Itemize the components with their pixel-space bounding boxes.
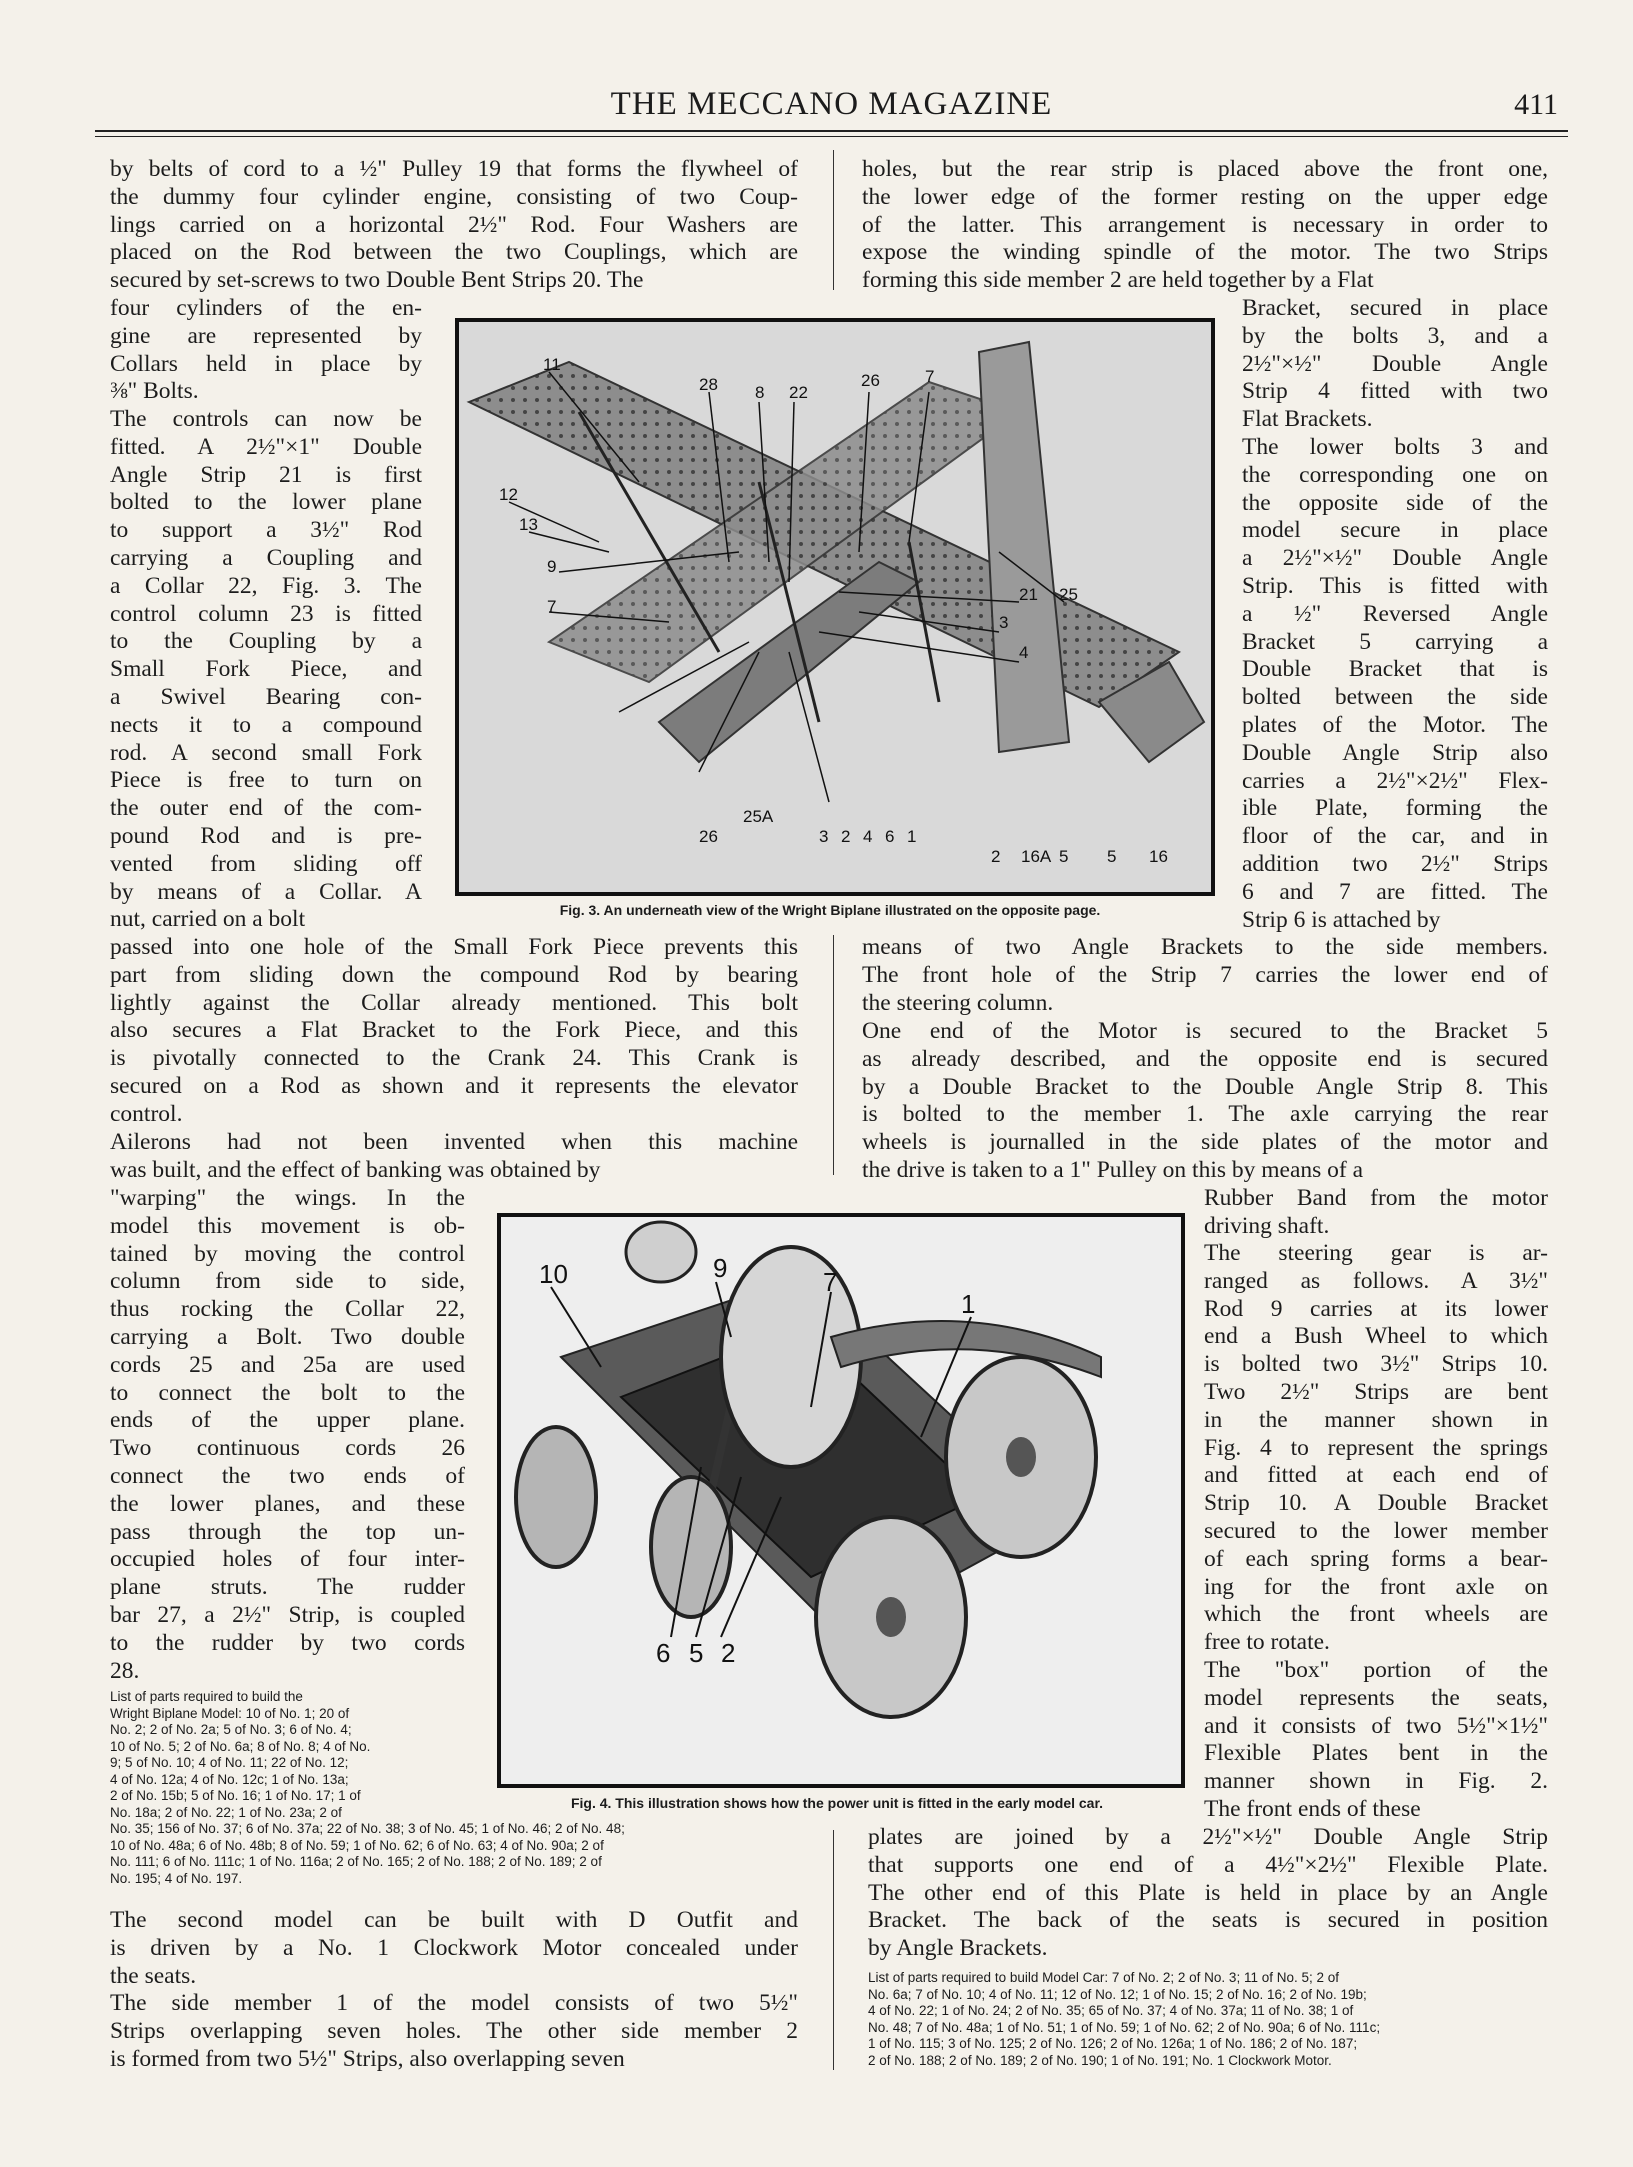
figure-3-callout-label: 26 — [861, 371, 880, 390]
text-line: nects it to a compound — [110, 711, 422, 738]
right-para-2-narrow — [1242, 434, 1548, 934]
text-line: the steering column. — [862, 989, 1054, 1016]
text-line: to connect the bolt to the — [110, 1379, 465, 1406]
text-line: connect the two ends of — [110, 1462, 465, 1489]
text-line: lightly against the Collar already mentioned. This bolt — [110, 989, 798, 1016]
text-line: Bracket. The back of the seats is secured in position — [868, 1907, 1548, 1934]
figure-3-callout-label: 7 — [925, 367, 935, 386]
header-rule-thin — [95, 136, 1568, 137]
text-line: end a Bush Wheel to which — [1204, 1323, 1548, 1350]
text-line: The front ends of these — [1204, 1795, 1421, 1822]
text-line: 28. — [110, 1657, 140, 1684]
text-line: 4 of No. 12a; 4 of No. 12c; 1 of No. 13a; — [110, 1771, 349, 1787]
text-line: the lower edge of the former resting on the upper edge — [862, 183, 1548, 210]
column-divider — [833, 1830, 834, 2070]
text-line: a Collar 22, Fig. 3. The — [110, 572, 422, 599]
text-line: The second model can be built with D Outfit and — [110, 1907, 798, 1933]
figure-4-caption: Fig. 4. This illustration shows how the power unit is fitted in the early model car. — [570, 1795, 1104, 1811]
text-line: No. 6a; 7 of No. 10; 4 of No. 11; 12 of No. 12; 1 of No. 15; 2 of No. 16; 2 of No. 19b; — [868, 1986, 1367, 2002]
left-para-3-narrow — [110, 1185, 465, 1685]
text-line: No. 48; 7 of No. 48a; 1 of No. 51; 1 of No. 59; 1 of No. 62; 2 of No. 90a; 6 of No. 111c; — [868, 2019, 1381, 2035]
text-line: a Swivel Bearing con- — [110, 683, 422, 710]
text-line: Flat Brackets. — [1242, 406, 1373, 433]
text-line: nut, carried on a bolt — [110, 906, 306, 933]
right-para-1 — [862, 156, 1548, 295]
text-line: Strips overlapping seven holes. The other side member 2 — [110, 2017, 798, 2044]
text-line: Rod 9 carries at its lower — [1204, 1295, 1548, 1322]
text-line: List of parts required to build the — [110, 1689, 303, 1704]
figure-4-callout-label: 9 — [713, 1253, 728, 1283]
text-line: and it consists of two 5½"×1½" — [1204, 1712, 1548, 1739]
text-line: List of parts required to build Model Car: 7 of No. 2; 2 of No. 3; 11 of No. 5; 2 of — [868, 1970, 1340, 1985]
figure-3-callout-label: 13 — [519, 515, 538, 534]
text-line: occupied holes of four inter- — [110, 1546, 465, 1573]
text-line: of each spring forms a bear- — [1204, 1545, 1548, 1572]
page-header — [95, 80, 1568, 130]
figure-3-callout-label: 5 — [1059, 847, 1069, 866]
text-line: the opposite side of the — [1242, 489, 1548, 516]
figure-3-callout-label: 2 — [841, 827, 851, 846]
text-line: ends of the upper plane. — [110, 1407, 465, 1434]
text-line: The side member 1 of the model consists of two 5½" — [110, 1990, 798, 2016]
text-line: secured by set-screws to two Double Bent Strips 20. The — [110, 267, 644, 294]
figure-3-callout-label: 21 — [1019, 585, 1038, 604]
text-line: which the front wheels are — [1204, 1601, 1548, 1628]
parts-list-biplane — [110, 1689, 465, 1821]
figure-3-caption: Fig. 3. An underneath view of the Wright Biplane illustrated on the opposite page. — [559, 902, 1101, 918]
text-line: placed on the Rod between the two Couplings, which are — [110, 239, 798, 266]
text-line: manner shown in Fig. 2. — [1204, 1768, 1548, 1795]
magazine-title: THE MECCANO MAGAZINE — [610, 86, 1053, 122]
text-line: a ½" Reversed Angle — [1242, 600, 1548, 627]
text-line: carries a 2½"×2½" Flex- — [1242, 767, 1548, 794]
text-line: rod. A second small Fork — [110, 739, 422, 766]
right-para-5-wide — [868, 1824, 1548, 1963]
text-line: the seats. — [110, 1962, 197, 1989]
text-line: forming this side member 2 are held together by a Flat — [862, 267, 1374, 294]
figure-3-callout-label: 25A — [743, 807, 774, 826]
text-line: part from sliding down the compound Rod by bearing — [110, 961, 798, 988]
text-line: model this movement is ob- — [110, 1212, 465, 1239]
page-number: 411 — [1514, 88, 1558, 121]
figure-4-callout-label: 2 — [721, 1638, 736, 1668]
column-divider — [833, 150, 834, 290]
figure-4-callout-label: 7 — [823, 1267, 838, 1297]
text-line: driving shaft. — [1204, 1212, 1330, 1239]
text-line: "warping" the wings. In the — [110, 1185, 465, 1211]
left-para-4 — [110, 1907, 798, 1990]
text-line: bolted to the lower plane — [110, 489, 422, 516]
text-line: was built, and the effect of banking was obtained by — [110, 1156, 601, 1183]
text-line: Small Fork Piece, and — [110, 656, 422, 683]
text-line: model represents the seats, — [1204, 1684, 1548, 1711]
text-line: 2 of No. 188; 2 of No. 189; 2 of No. 190; 1 of No. 191; No. 1 Clockwork Motor. — [868, 2052, 1332, 2068]
figure-3-callout-label: 28 — [699, 375, 718, 394]
text-line: cords 25 and 25a are used — [110, 1351, 465, 1378]
figure-3-callout-label: 3 — [999, 613, 1009, 632]
text-line: The other end of this Plate is held in place by an Angle — [868, 1879, 1548, 1906]
text-line: secured on a Rod as shown and it represents the elevator — [110, 1072, 798, 1099]
right-para-2-wide — [862, 934, 1548, 1017]
text-line: wheels is journalled in the side plates of the motor and — [862, 1129, 1548, 1156]
text-line: is bolted to the member 1. The axle carrying the rear — [862, 1101, 1548, 1128]
text-line: Two continuous cords 26 — [110, 1435, 465, 1462]
figure-3-callout-label: 3 — [819, 827, 829, 846]
text-line: also secures a Flat Bracket to the Fork Piece, and this — [110, 1017, 798, 1044]
text-line: carrying a Coupling and — [110, 544, 422, 571]
text-line: model secure in place — [1242, 517, 1548, 544]
text-line: the lower planes, and these — [110, 1490, 465, 1517]
text-line: 6 and 7 are fitted. The — [1242, 878, 1548, 905]
text-line: by the bolts 3, and a — [1242, 322, 1548, 349]
figure-3-callout-label: 7 — [547, 597, 557, 616]
text-line: Angle Strip 21 is first — [110, 461, 422, 488]
text-line: 2½"×½" Double Angle — [1242, 350, 1548, 377]
figure-4-callout-label: 5 — [689, 1638, 704, 1668]
text-line: to support a 3½" Rod — [110, 517, 422, 544]
left-para-2 — [110, 406, 422, 934]
text-line: 1 of No. 115; 3 of No. 125; 2 of No. 126; 2 of No. 126a; 1 of No. 186; 2 of No. 187; — [868, 2036, 1358, 2051]
text-line: the outer end of the com- — [110, 795, 422, 822]
text-line: passed into one hole of the Small Fork Piece prevents this — [110, 934, 798, 960]
text-line: lings carried on a horizontal 2½" Rod. Four Washers are — [110, 211, 798, 238]
text-line: 4 of No. 22; 1 of No. 24; 2 of No. 35; 65 of No. 37; 4 of No. 37a; 11 of No. 38; 1 of — [868, 2003, 1354, 2018]
text-line: by belts of cord to a ½" Pulley 19 that forms the flywheel of — [110, 156, 798, 182]
text-line: secured to the lower member — [1204, 1517, 1548, 1544]
figure-3-callout-label: 22 — [789, 383, 808, 402]
text-line: 10 of No. 48a; 6 of No. 48b; 8 of No. 59; 1 of No. 62; 6 of No. 63; 4 of No. 90a; 2 of — [110, 1837, 604, 1853]
text-line: tained by moving the control — [110, 1240, 465, 1267]
text-line: plane struts. The rudder — [110, 1574, 465, 1601]
text-line: by means of a Collar. A — [110, 878, 422, 905]
figure-4-callout-label: 6 — [656, 1638, 671, 1668]
right-para-4-narrow — [1204, 1240, 1548, 1657]
left-para-1 — [110, 156, 798, 295]
header-rule — [95, 130, 1568, 132]
text-line: No. 195; 4 of No. 197. — [110, 1870, 243, 1886]
car-power-unit-illustration — [501, 1217, 1181, 1784]
text-line: ranged as follows. A 3½" — [1204, 1267, 1548, 1294]
text-line: Bracket, secured in place — [1242, 295, 1548, 321]
right-para-3-wide — [862, 1018, 1548, 1185]
text-line: Wright Biplane Model: 10 of No. 1; 20 of — [110, 1705, 350, 1721]
text-line: four cylinders of the en- — [110, 295, 422, 321]
figure-3-callout-label: 6 — [885, 827, 895, 846]
text-line: of the latter. This arrangement is necessary in order to — [862, 211, 1548, 238]
text-line: to the rudder by two cords — [110, 1629, 465, 1656]
text-line: the corresponding one on — [1242, 461, 1548, 488]
biplane-illustration — [459, 322, 1211, 892]
text-line: thus rocking the Collar 22, — [110, 1296, 465, 1323]
figure-3-callout-label: 16A — [1021, 847, 1052, 866]
left-para-5 — [110, 1990, 798, 2073]
text-line: by Angle Brackets. — [868, 1935, 1048, 1962]
figure-3-callout-label: 25 — [1059, 585, 1078, 604]
text-line: No. 111; 6 of No. 111c; 1 of No. 116a; 2 of No. 165; 2 of No. 188; 2 of No. 189; 2 of — [110, 1854, 602, 1869]
text-line: expose the winding spindle of the motor. The two Strips — [862, 239, 1548, 266]
figure-3-callout-label: 9 — [547, 557, 557, 576]
text-line: Flexible Plates bent in the — [1204, 1740, 1548, 1767]
text-line: in the manner shown in — [1204, 1406, 1548, 1433]
text-line: ible Plate, forming the — [1242, 795, 1548, 822]
text-line: that supports one end of a 4½"×2½" Flexible Plate. — [868, 1851, 1548, 1878]
text-line: Fig. 4 to represent the springs — [1204, 1434, 1548, 1461]
text-line: ⅜" Bolts. — [110, 378, 199, 405]
right-para-5-narrow — [1204, 1657, 1548, 1824]
text-line: is driven by a No. 1 Clockwork Motor concealed under — [110, 1934, 798, 1961]
parts-list-biplane-wide — [110, 1821, 810, 1887]
text-line: vented from sliding off — [110, 850, 422, 877]
figure-3-callout-label: 16 — [1149, 847, 1168, 866]
left-para-3-wide — [110, 1129, 798, 1185]
text-line: plates are joined by a 2½"×½" Double Angle Strip — [868, 1824, 1548, 1850]
text-line: The controls can now be — [110, 406, 422, 432]
figure-4-power-unit — [497, 1213, 1185, 1788]
text-line: Piece is free to turn on — [110, 767, 422, 794]
right-para-3-narrow — [1204, 1185, 1548, 1241]
figure-3-callout-label: 4 — [863, 827, 873, 846]
text-line: free to rotate. — [1204, 1629, 1330, 1656]
text-line: the drive is taken to a 1" Pulley on this by means of a — [862, 1156, 1364, 1183]
text-line: carrying a Bolt. Two double — [110, 1323, 465, 1350]
text-line: is pivotally connected to the Crank 24. This Crank is — [110, 1045, 798, 1072]
text-line: means of two Angle Brackets to the side members. — [862, 934, 1548, 960]
figure-4-callout-label: 10 — [539, 1259, 568, 1289]
figure-3-callout-label: 8 — [755, 383, 765, 402]
text-line: Strip 10. A Double Bracket — [1204, 1490, 1548, 1517]
text-line: Two 2½" Strips are bent — [1204, 1378, 1548, 1405]
text-line: 10 of No. 5; 2 of No. 6a; 8 of No. 8; 4 of No. — [110, 1738, 371, 1754]
text-line: fitted. A 2½"×1" Double — [110, 433, 422, 460]
text-line: addition two 2½" Strips — [1242, 850, 1548, 877]
text-line: is formed from two 5½" Strips, also overlapping seven — [110, 2045, 625, 2072]
text-line: The steering gear is ar- — [1204, 1240, 1548, 1266]
text-line: Double Angle Strip also — [1242, 739, 1548, 766]
text-line: Strip 6 is attached by — [1242, 906, 1441, 933]
figure-3-callout-label: 11 — [543, 355, 561, 374]
text-line: The front hole of the Strip 7 carries the lower end of — [862, 961, 1548, 988]
text-line: ing for the front axle on — [1204, 1573, 1548, 1600]
text-line: Ailerons had not been invented when this machine — [110, 1129, 798, 1155]
text-line: No. 2; 2 of No. 2a; 5 of No. 3; 6 of No. 4; — [110, 1722, 352, 1737]
text-line: plates of the Motor. The — [1242, 711, 1548, 738]
text-line: bolted between the side — [1242, 684, 1548, 711]
text-line: and fitted at each end of — [1204, 1462, 1548, 1489]
text-line: holes, but the rear strip is placed above the front one, — [862, 156, 1548, 182]
text-line: gine are represented by — [110, 322, 422, 349]
text-line: by a Double Bracket to the Double Angle Strip 8. This — [862, 1073, 1548, 1100]
text-line: No. 35; 156 of No. 37; 6 of No. 37a; 22 of No. 38; 3 of No. 45; 1 of No. 46; 2 of No. 48; — [110, 1821, 625, 1836]
figure-4-callout-label: 1 — [961, 1289, 976, 1319]
figure-3-callout-label: 5 — [1107, 847, 1117, 866]
parts-list-car — [868, 1970, 1558, 2069]
text-line: bar 27, a 2½" Strip, is coupled — [110, 1601, 465, 1628]
text-line: The lower bolts 3 and — [1242, 434, 1548, 460]
text-line: control. — [110, 1100, 183, 1127]
text-line: No. 18a; 2 of No. 22; 1 of No. 23a; 2 of — [110, 1804, 342, 1820]
text-line: Rubber Band from the motor — [1204, 1185, 1548, 1211]
column-divider — [833, 935, 834, 1175]
text-line: pass through the top un- — [110, 1518, 465, 1545]
text-line: 2 of No. 15b; 5 of No. 16; 1 of No. 17; 1 of — [110, 1788, 361, 1803]
text-line: Strip. This is fitted with — [1242, 572, 1548, 599]
text-line: column from side to side, — [110, 1268, 465, 1295]
text-line: floor of the car, and in — [1242, 823, 1548, 850]
figure-3-callout-label: 4 — [1019, 643, 1029, 662]
figure-3-callout-label: 12 — [499, 485, 518, 504]
text-line: One end of the Motor is secured to the Bracket 5 — [862, 1018, 1548, 1044]
figure-3-callout-label: 26 — [699, 827, 718, 846]
text-line: pound Rod and is pre- — [110, 822, 422, 849]
text-line: to the Coupling by a — [110, 628, 422, 655]
left-para-2-wide — [110, 934, 798, 1129]
text-line: is bolted two 3½" Strips 10. — [1204, 1351, 1548, 1378]
text-line: control column 23 is fitted — [110, 600, 422, 627]
text-line: a 2½"×½" Double Angle — [1242, 545, 1548, 572]
text-line: Bracket 5 carrying a — [1242, 628, 1548, 655]
right-para-1-narrow — [1242, 295, 1548, 434]
figure-3-biplane-underside — [455, 318, 1215, 896]
text-line: the dummy four cylinder engine, consisting of two Coup- — [110, 183, 798, 210]
figure-3-callout-label: 1 — [907, 827, 917, 846]
text-line: The "box" portion of the — [1204, 1657, 1548, 1683]
text-line: 9; 5 of No. 10; 4 of No. 11; 22 of No. 12; — [110, 1755, 349, 1770]
text-line: Double Bracket that is — [1242, 656, 1548, 683]
text-line: Collars held in place by — [110, 350, 422, 377]
text-line: as already described, and the opposite end is secured — [862, 1045, 1548, 1072]
figure-3-callout-label: 2 — [991, 847, 1001, 866]
text-line: Strip 4 fitted with two — [1242, 378, 1548, 405]
left-para-1-narrow — [110, 295, 422, 406]
